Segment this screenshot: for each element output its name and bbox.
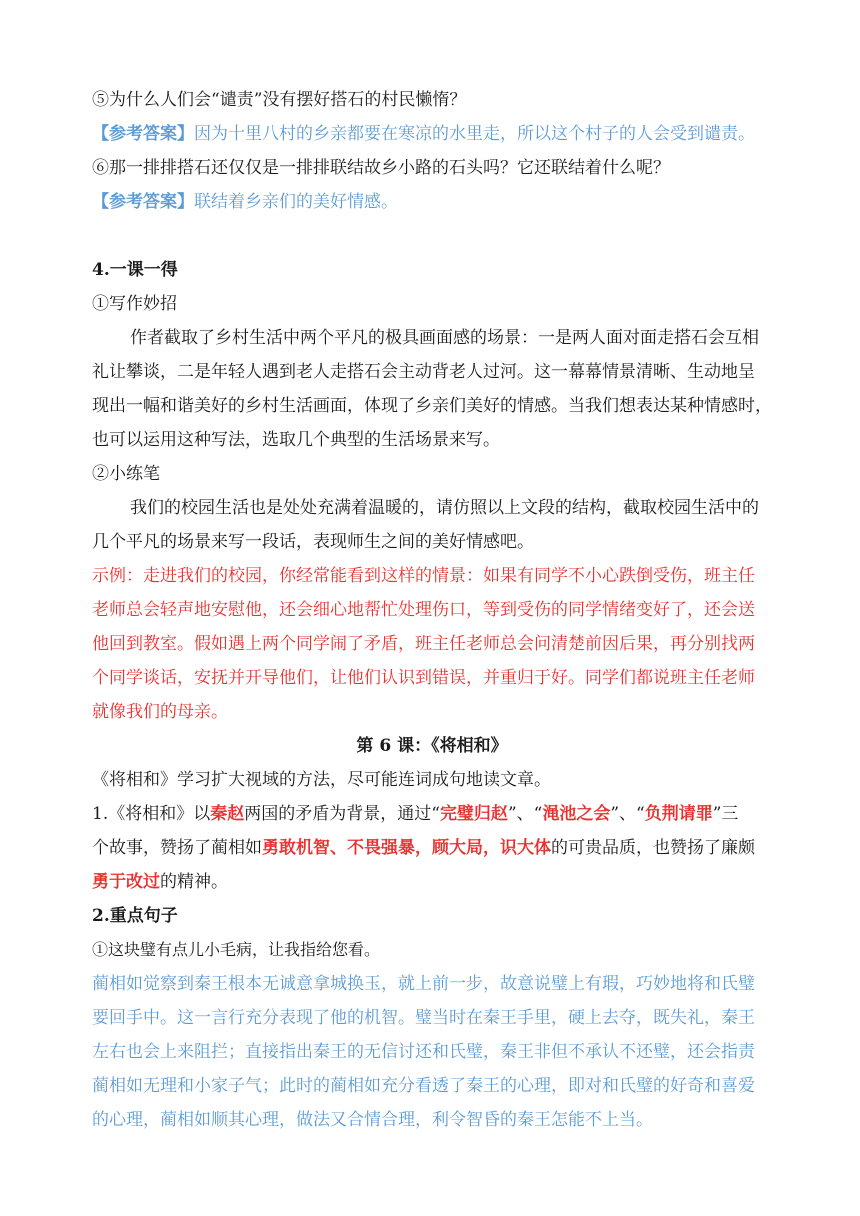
- paragraph-line: 也可以运用这种写法，选取几个典型的生活场景来写。: [92, 430, 500, 450]
- analysis-line: 蔺相如无理和小家子气；此时的蔺相如充分看透了秦王的心理，即对和氏璧的好奇和喜爱: [92, 1076, 755, 1096]
- summary-line-3: [92, 865, 772, 899]
- example-line: 老师总会轻声地安慰他，还会细心地帮忙处理伤口，等到受伤的同学情绪变好了，还会送: [92, 600, 755, 620]
- practice-heading: ②小练笔: [92, 464, 160, 484]
- example-line: 个同学谈话，安抚并开导他们，让他们认识到错误，并重归于好。同学们都说班主任老师: [92, 668, 755, 688]
- text: ”、“: [610, 804, 645, 824]
- highlight: 完璧归赵: [439, 804, 508, 824]
- text: 两国的矛盾为背景，通过“: [244, 804, 440, 824]
- highlight: 秦赵: [210, 804, 245, 824]
- text: 个故事，赞扬了蔺相如: [92, 838, 262, 858]
- highlight: 渑池之会: [542, 804, 611, 824]
- lesson-6-title: 第 6 课：《将相和》: [356, 736, 508, 756]
- analysis-line: 左右也会上来阻拦；直接指出秦王的无信讨还和氏璧，秦王非但不承认不还璧，还会指责: [92, 1042, 755, 1062]
- example-line: 示例：走进我们的校园，你经常能看到这样的情景：如果有同学不小心跌倒受伤，班主任: [92, 566, 755, 586]
- paragraph-line: 作者截取了乡村生活中两个平凡的极具画面感的场景：一是两人面对面走搭石会互相: [130, 328, 759, 348]
- text: ”三: [712, 804, 739, 824]
- writing-tip-heading: ①写作妙招: [92, 294, 177, 314]
- text: 1.《将相和》以: [92, 804, 211, 824]
- question-5: ⑤为什么人们会“谴责”没有摆好搭石的村民懒惰？: [92, 90, 467, 110]
- answer-5: [92, 117, 772, 151]
- summary-line-1: [92, 797, 772, 831]
- text: 的可贵品质，也赞扬了廉颇: [551, 838, 755, 858]
- example-line: 他回到教室。假如遇上两个同学闹了矛盾，班主任老师总会问清楚前因后果，再分别找两: [92, 634, 755, 654]
- section-4-title: 4.一课一得: [92, 260, 178, 280]
- paragraph-line: 几个平凡的场景来写一段话，表现师生之间的美好情感吧。: [92, 532, 534, 552]
- answer-6: [92, 185, 772, 219]
- analysis-line: 要回手中。这一言行充分表现了他的机智。璧当时在秦王手里，硬上去夺，既失礼，秦王: [92, 1008, 755, 1028]
- paragraph-line: 礼让攀谈，二是年轻人遇到老人走搭石会主动背老人过河。这一幕幕情景清晰、生动地呈: [92, 362, 755, 382]
- summary-line-2: [92, 831, 772, 865]
- example-line: 就像我们的母亲。: [92, 702, 228, 722]
- highlight: 负荆请罪: [644, 804, 713, 824]
- answer-text: 因为十里八村的乡亲都要在寒凉的水里走，所以这个村子的人会受到谴责。: [194, 124, 755, 144]
- paragraph-line: 现出一幅和谐美好的乡村生活画面，体现了乡亲们美好的情感。当我们想表达某种情感时，: [92, 396, 772, 416]
- question-6: ⑥那一排排搭石还仅仅是一排排联结故乡小路的石头吗？它还联结着什么呢？: [92, 158, 670, 178]
- paragraph-line: 我们的校园生活也是处处充满着温暖的，请仿照以上文段的结构，截取校园生活中的: [130, 498, 759, 518]
- key-sentences-heading: 2.重点句子: [92, 906, 178, 926]
- answer-tag: 【参考答案】: [92, 192, 194, 212]
- text: 的精神。: [160, 872, 228, 892]
- answer-text: 联结着乡亲们的美好情感。: [194, 192, 398, 212]
- lesson-intro: 《将相和》学习扩大视域的方法，尽可能连词成句地读文章。: [92, 770, 551, 790]
- highlight: 勇敢机智、不畏强暴，顾大局，识大体: [262, 838, 551, 858]
- analysis-line: 的心理，蔺相如顺其心理，做法又合情合理，利令智昏的秦王怎能不上当。: [92, 1110, 653, 1130]
- key-sentence-1: ①这块璧有点儿小毛病，让我指给您看。: [92, 940, 381, 959]
- text: ”、“: [507, 804, 543, 824]
- answer-tag: 【参考答案】: [92, 124, 194, 144]
- analysis-line: 蔺相如觉察到秦王根本无诚意拿城换玉，就上前一步，故意说璧上有瑕，巧妙地将和氏璧: [92, 974, 755, 994]
- highlight: 勇于改过: [92, 872, 160, 892]
